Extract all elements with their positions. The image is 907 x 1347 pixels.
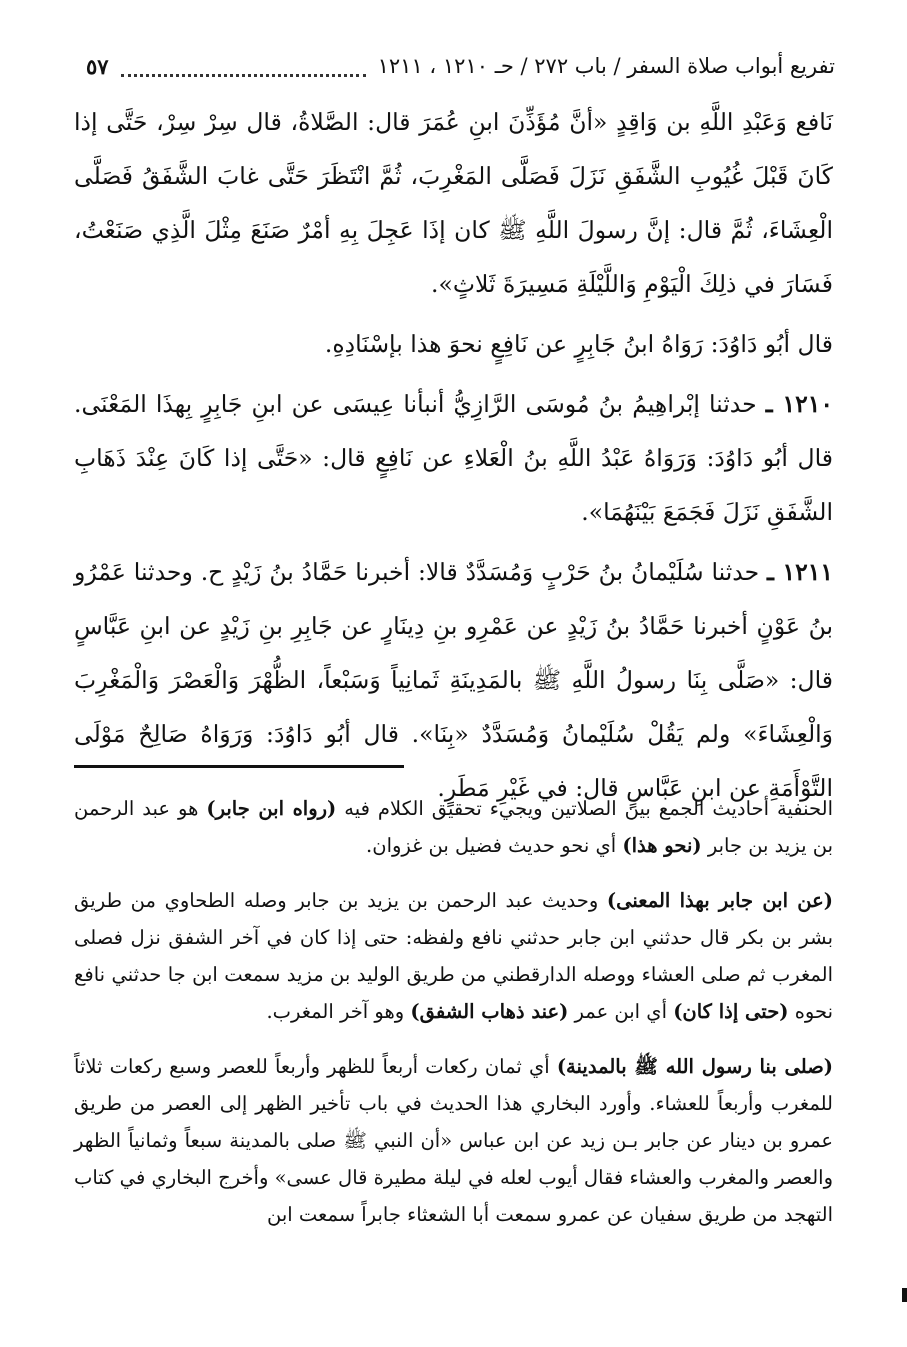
page-number: ٥٧ <box>86 53 109 79</box>
note-lemma: (صلى بنا رسول الله ﷺ بالمدينة) <box>556 1055 833 1078</box>
note-text: هو عبد الرحمن بن يزيد بن جابر <box>74 797 833 857</box>
note-text: الحنفية أحاديث الجمع بين الصلاتين ويجيء تحقيق الكلام فيه <box>344 797 834 820</box>
hadith-number: ١٢١٠ ـ <box>765 390 833 418</box>
note-text: أي ابن عمر <box>574 1000 667 1023</box>
note-lemma: (حتى إذا كان) <box>673 1000 789 1023</box>
note-lemma: (عن ابن جابر بهذا المعنى) <box>606 889 833 912</box>
note-paragraph <box>74 1048 833 1233</box>
paragraph-abu-dawud-note: قال أبُو دَاوُدَ: رَوَاهُ ابنُ جَابِرٍ عن نَافِعٍ نحوَ هذا بإسْنَادِهِ. <box>324 330 833 358</box>
note-text: أي ثمان ركعات أربعاً للظهر وأربعاً للعصر وسبع ركعات ثلاثاً للمغرب وأربعاً للعشاء. وأورد البخاري هذا الحديث في باب تأخير الظهر إلى العصر من طريق عمرو بن دينار عن جابر بـن زيد عن ابن عباس «أن النبي ﷺ صلى بالمدينة سبعاً وثمانياً الظهر والعصر والمغرب والعشاء فقال أيوب لعله في ليلة مطيرة قال عسى» وأخرج البخاري في كتاب التهجد من طريق سفيان عن عمرو سمعت أبا الشعثاء جابراً سمعت ابن <box>74 1055 833 1226</box>
note-paragraph <box>74 882 833 1030</box>
hadith-number: ١٢١١ ـ <box>767 558 833 586</box>
note-lemma: (نحو هذا) <box>622 834 702 857</box>
header-dotted-leader <box>121 66 366 77</box>
note-text: وحديث عبد الرحمن بن يزيد بن جابر وصله الطحاوي من طريق بشر بن بكر قال حدثني ابن جابر حدثني نافع ولفظه: حتى إذا كان في آخر الشفق نزل فصلى المغرب ثم صلى العشاء ووصله الدارقطني من طريق الوليد بن مزيد سمعت ابن جا حدثني نافع نحوه <box>74 889 833 1023</box>
page-header <box>86 46 835 86</box>
commentary-notes <box>74 790 833 1251</box>
note-text: أي نحو حديث فضيل بن غزوان. <box>366 834 617 857</box>
footnote-separator <box>74 765 404 768</box>
paragraph-continuation: نَافع وَعَبْدِ اللَّهِ بن وَاقِدٍ «أنَّ مُؤَذِّنَ ابنِ عُمَرَ قال: الصَّلاةُ، قال سِرْ سِرْ، حَتَّى إذا كَانَ قَبْلَ غُيُوبِ الشَّفَقِ نَزَلَ فَصَلَّى المَغْرِبَ، ثُمَّ انْتَظَرَ حَتَّى غابَ الشَّفَقُ فَصَلَّى الْعِشَاءَ، ثُمَّ قال: إنَّ رسولَ اللَّهِ ﷺ كان إذَا عَجِلَ بِهِ أمْرٌ صَنَعَ مِثْلَ الَّذِي صَنَعْتُ، فَسَارَ في ذلِكَ الْيَوْمِ وَاللَّيْلَةِ مَسِيرَةَ ثَلاثٍ». <box>74 108 833 298</box>
hadith-text: حدثنا إبْراهِيمُ بنُ مُوسَى الرَّازِيُّ أنبأنا عِيسَى عن ابنِ جَابِرٍ بِهذَا المَعْنَى. قال أبُو دَاوُدَ: وَرَوَاهُ عَبْدُ اللَّهِ بنُ الْعَلاءِ عن نَافِعٍ قال: «حَتَّى إذا كَانَ عِنْدَ ذَهَابِ الشَّفَقِ نَزَلَ فَجَمَعَ بَيْنَهُمَا». <box>74 390 833 526</box>
page-edge-mark <box>902 1288 907 1302</box>
hadith-1210 <box>74 377 833 539</box>
note-lemma: (عند ذهاب الشفق) <box>410 1000 569 1023</box>
note-lemma: (رواه ابن جابر) <box>206 797 337 820</box>
hadith-text: حدثنا سُلَيْمانُ بنُ حَرْبٍ وَمُسَدَّدٌ قالا: أخبرنا حَمَّادُ بنُ زَيْدٍ ح. وحدثنا عَمْرُو بنُ عَوْنٍ أخبرنا حَمَّادُ بنُ زَيْدٍ عن عَمْرِو بنِ دِينَارٍ عن جَابِرِ بنِ زَيْدٍ عن ابنِ عَبَّاسٍ قال: «صَلَّى بِنَا رسولُ اللَّهِ ﷺ بالمَدِينَةِ ثَمانِياً وَسَبْعاً، الظُّهْرَ وَالْعَصْرَ وَالْمَغْرِبَ وَالْعِشَاءَ» ولم يَقُلْ سُلَيْمانُ وَمُسَدَّدٌ «بِنَا». قال أبُو دَاوُدَ: وَرَوَاهُ صَالِحٌ مَوْلَى التَّوْأَمَةِ عن ابنِ عَبَّاسٍ قال: في غَيْرِ مَطَرٍ. <box>74 558 833 802</box>
note-paragraph <box>74 790 833 864</box>
running-title: تفريع أبواب صلاة السفر / باب ٢٧٢ / حـ ١٢١٠ ، ١٢١١ <box>377 54 835 78</box>
main-text <box>74 95 833 815</box>
note-text: وهو آخر المغرب. <box>266 1000 405 1023</box>
hadith-1211 <box>74 545 833 815</box>
